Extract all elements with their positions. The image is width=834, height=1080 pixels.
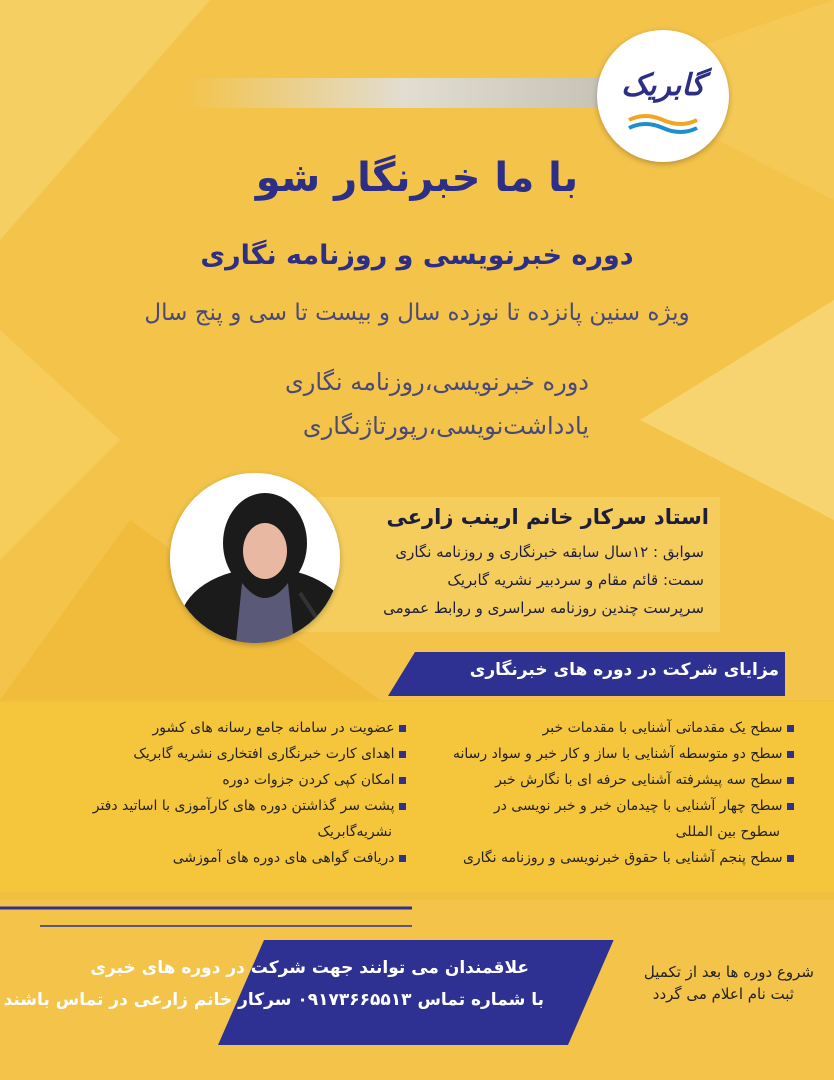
teacher-position: سمت: قائم مقام و سردبیر نشریه گابریک: [447, 571, 704, 589]
bullet-icon: [399, 777, 406, 784]
list-item-continued: نشریه‌گابریک: [317, 824, 392, 840]
bullet-icon: [787, 855, 794, 862]
course-line-2: یادداشت‌نویسی،رپورتاژنگاری: [302, 412, 589, 440]
list-item: پشت سر گذاشتن دوره های کارآموزی با اساتید دفتر: [93, 798, 406, 824]
list-item: سطح پنجم آشنایی با حقوق خبرنویسی و روزنامه نگاری: [453, 850, 794, 876]
benefits-title: مزایای شرکت در دوره های خبرنگاری: [469, 660, 779, 680]
course-line-1: دوره خبرنویسی،روزنامه نگاری: [284, 368, 589, 396]
start-note-line-1: شروع دوره ها بعد از تکمیل: [643, 963, 814, 981]
list-item: دریافت گواهی های دوره های آموزشی: [93, 850, 406, 876]
bullet-icon: [399, 725, 406, 732]
bullet-icon: [787, 803, 794, 810]
page-headline: با ما خبرنگار شو: [255, 155, 579, 201]
benefit-right-list: [453, 720, 794, 876]
list-item-continued: سطوح بین المللی: [675, 824, 780, 840]
teacher-name: استاد سرکار خانم ارینب زارعی: [386, 505, 709, 529]
bullet-icon: [399, 751, 406, 758]
list-item: عضویت در سامانه جامع رسانه های کشور: [93, 720, 406, 746]
contact-line-2: با شماره تماس ۰۹۱۷۳۶۶۵۵۱۳ سرکار خانم زارعی در تماس باشند: [3, 990, 544, 1010]
wave-icon: [627, 112, 699, 136]
list-item: سطح چهار آشنایی با چیدمان خبر و خبر نویسی در: [453, 798, 794, 824]
logo-text: گابریک: [621, 68, 705, 103]
benefit-left-list: [93, 720, 406, 876]
contact-line-1: علاقمندان می توانند جهت شرکت در دوره های خبری: [90, 958, 529, 978]
teacher-supervision: سرپرست چندین روزنامه سراسری و روابط عمومی: [383, 599, 704, 617]
bullet-icon: [787, 751, 794, 758]
list-item: سطح یک مقدماتی آشنایی با مقدمات خبر: [453, 720, 794, 746]
logo-badge: [597, 30, 729, 162]
start-note-line-2: ثبت نام اعلام می گردد: [652, 985, 794, 1003]
list-item: امکان کپی کردن جزوات دوره: [93, 772, 406, 798]
bullet-icon: [787, 777, 794, 784]
teacher-portrait-icon: [170, 473, 340, 643]
teacher-photo: [170, 473, 340, 643]
list-item: سطح سه پیشرفته آشنایی حرفه ای با نگارش خبر: [453, 772, 794, 798]
bullet-icon: [399, 803, 406, 810]
list-item: سطح دو متوسطه آشنایی با ساز و کار خبر و سواد رسانه: [453, 746, 794, 772]
course-subheadline: دوره خبرنویسی و روزنامه نگاری: [200, 240, 634, 271]
teacher-experience: سوابق : ۱۲سال سابقه خبرنگاری و روزنامه نگاری: [395, 543, 704, 561]
age-range-text: ویژه سنین پانزده تا نوزده سال و بیست تا سی و پنج سال: [144, 300, 690, 326]
bullet-icon: [399, 855, 406, 862]
list-item: اهدای کارت خبرنگاری افتخاری نشریه گابریک: [93, 746, 406, 772]
bullet-icon: [787, 725, 794, 732]
